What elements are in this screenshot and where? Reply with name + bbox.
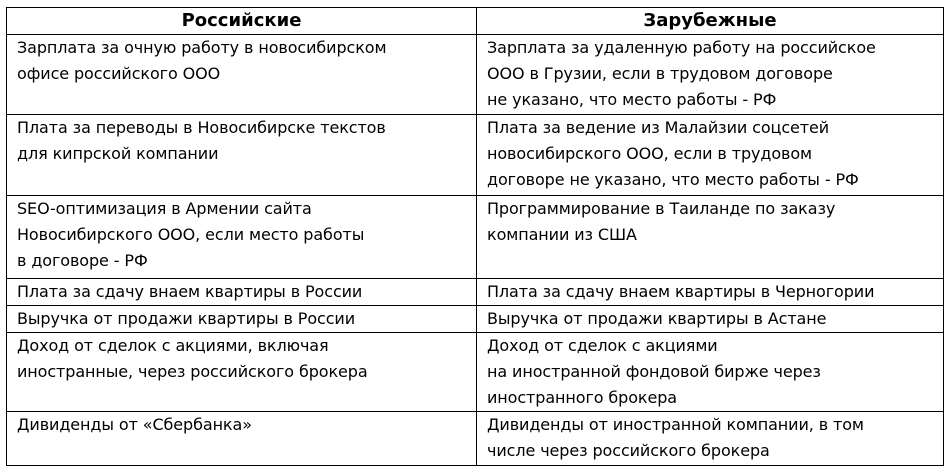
cell-foreign xyxy=(477,333,944,412)
cell-russian xyxy=(7,333,477,412)
table-row xyxy=(7,306,944,333)
cell-text-line: Зарплата за очную работу в новосибирском xyxy=(17,38,387,57)
cell-text-line: Плата за переводы в Новосибирске текстов xyxy=(17,118,386,137)
cell-text-line: Доход от сделок с акциями, включая xyxy=(17,336,329,355)
cell-russian xyxy=(7,115,477,196)
cell-text-line: для кипрской компании xyxy=(17,144,219,163)
header-foreign: Зарубежные xyxy=(477,8,944,35)
cell-text-line: договоре не указано, что место работы - РФ xyxy=(487,170,859,189)
cell-foreign xyxy=(477,279,944,306)
table-row xyxy=(7,279,944,306)
cell-text-line: SEO-оптимизация в Армении сайта xyxy=(17,199,312,218)
cell-text-line: числе через российского брокера xyxy=(487,441,770,460)
table-row xyxy=(7,333,944,412)
cell-text-line: иностранного брокера xyxy=(487,388,678,407)
cell-text-line: Дивиденды от «Сбербанка» xyxy=(17,415,252,434)
table-row xyxy=(7,196,944,279)
cell-text-line: Программирование в Таиланде по заказу xyxy=(487,199,836,218)
cell-russian xyxy=(7,196,477,279)
cell-foreign xyxy=(477,115,944,196)
cell-text-line: не указано, что место работы - РФ xyxy=(487,90,777,109)
cell-foreign xyxy=(477,196,944,279)
table-row xyxy=(7,115,944,196)
cell-text-line: ООО в Грузии, если в трудовом договоре xyxy=(487,64,833,83)
income-comparison-table xyxy=(6,7,944,466)
cell-foreign xyxy=(477,412,944,466)
cell-text-line: Выручка от продажи квартиры в России xyxy=(17,309,356,328)
table-row xyxy=(7,412,944,466)
table-body xyxy=(7,35,944,466)
cell-russian xyxy=(7,306,477,333)
cell-text-line: Плата за ведение из Малайзии соцсетей xyxy=(487,118,830,137)
cell-russian xyxy=(7,35,477,115)
table-header-row xyxy=(7,8,944,35)
cell-text-line: новосибирского ООО, если в трудовом xyxy=(487,144,813,163)
cell-text-line: на иностранной фондовой бирже через xyxy=(487,362,821,381)
cell-russian xyxy=(7,279,477,306)
cell-text-line: в договоре - РФ xyxy=(17,251,148,270)
cell-text-line: Доход от сделок с акциями xyxy=(487,336,718,355)
cell-text-line: Зарплата за удаленную работу на российское xyxy=(487,38,876,57)
cell-russian xyxy=(7,412,477,466)
cell-text-line: Плата за сдачу внаем квартиры в Черногории xyxy=(487,282,875,301)
cell-text-line: офисе российского ООО xyxy=(17,64,221,83)
cell-text-line: Новосибирского ООО, если место работы xyxy=(17,225,365,244)
cell-text-line: Выручка от продажи квартиры в Астане xyxy=(487,309,827,328)
cell-text-line: Плата за сдачу внаем квартиры в России xyxy=(17,282,363,301)
cell-foreign xyxy=(477,35,944,115)
cell-text-line: компании из США xyxy=(487,225,637,244)
header-russian: Российские xyxy=(7,8,477,35)
cell-text-line: иностранные, через российского брокера xyxy=(17,362,368,381)
cell-text-line: Дивиденды от иностранной компании, в том xyxy=(487,415,864,434)
table-row xyxy=(7,35,944,115)
cell-foreign xyxy=(477,306,944,333)
